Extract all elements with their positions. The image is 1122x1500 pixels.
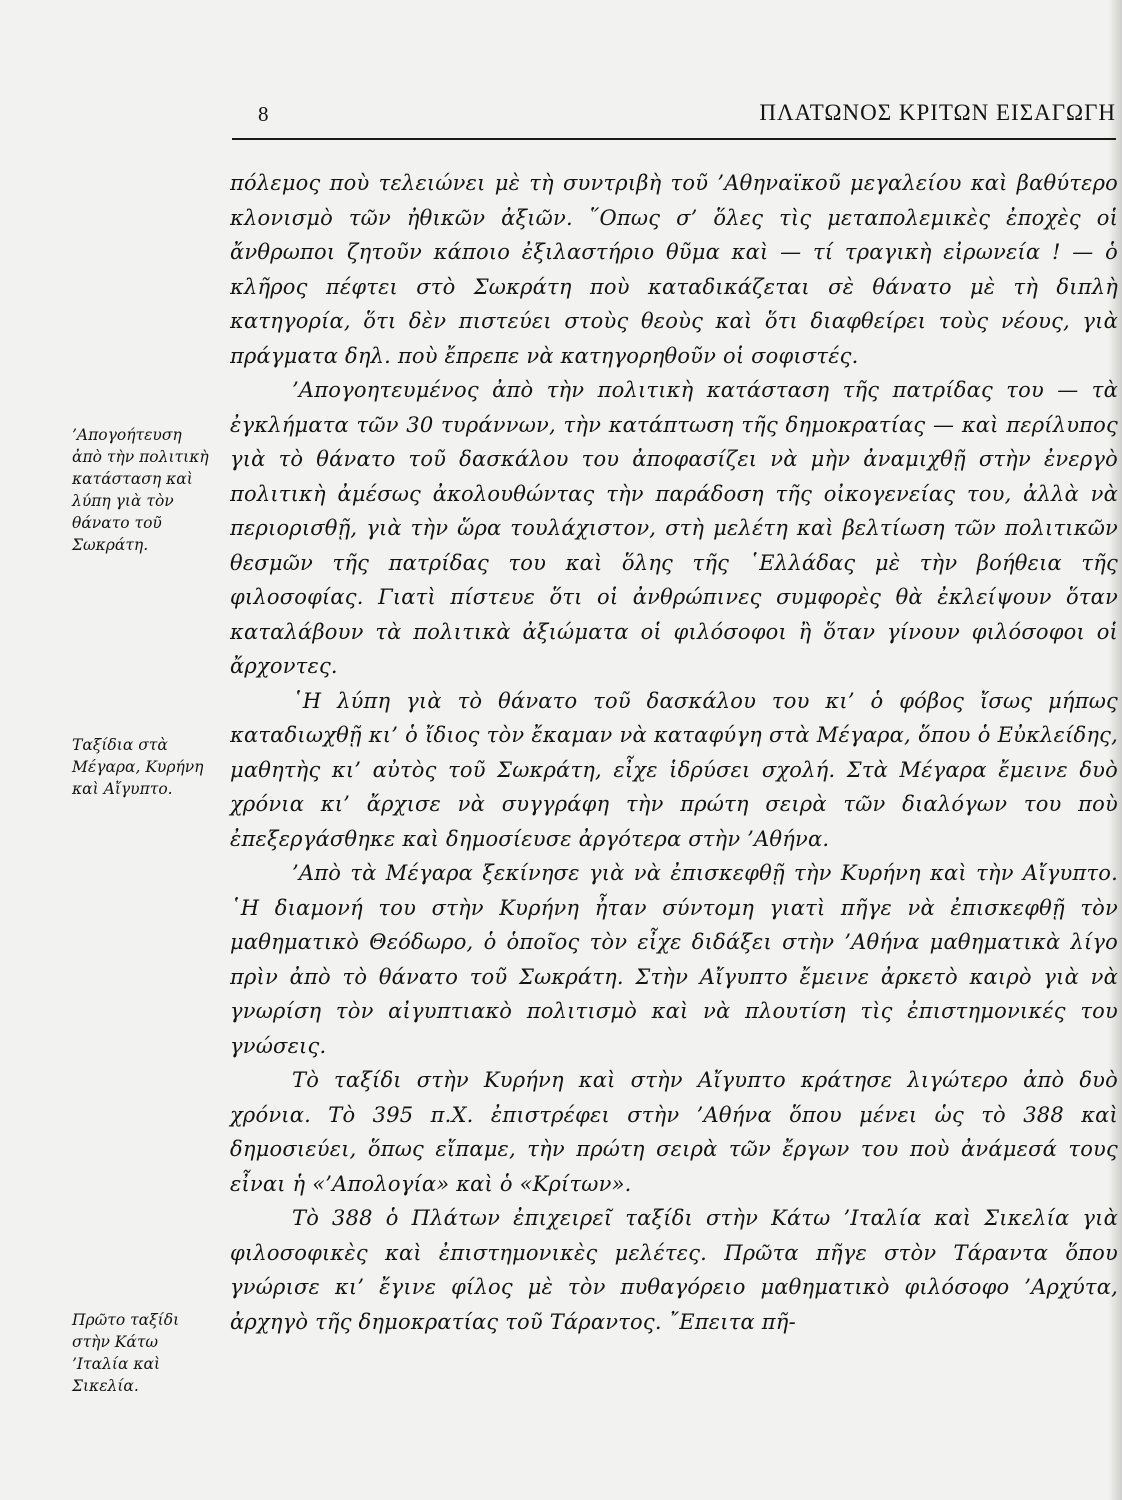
paragraph-megara: ῾Η λύπη γιὰ τὸ θάνατο τοῦ δασκάλου του κι’ ὁ φόβος ἴσως μήπως καταδιωχθῇ κι’ ὁ ἴδιος τὸν ἔκαμαν νὰ καταφύγη στὰ Μέγαρα, ὅπου ὁ Εὐκλείδης, μαθητὴς κι’ αὐτὸς τοῦ Σωκράτη, εἶχε ἱδρύσει σχολή. Στὰ Μέγαρα ἔμεινε δυὸ χρόνια κι’ ἄρχισε νὰ συγγράφη τὴν πρώτη σειρὰ τῶν διαλόγων του ποὺ ἐπεξεργάσθηκε καὶ δημοσίευσε ἀργότερα στὴν ’Αθήνα. [230,688,1118,851]
paragraph-disillusionment: ’Απογοητευμένος ἀπὸ τὴν πολιτικὴ κατάσταση τῆς πατρίδας του — τὰ ἐγκλήματα τῶν 30 τυράννων, τὴν κατάπτωση τῆς δημοκρατίας — καὶ περίλυπος γιὰ τὸ θάνατο τοῦ δασκάλου του ἀποφασίζει νὰ μὴν ἀναμιχθῇ στὴν ἐνεργὸ πολιτικὴ ἀμέσως ἀκολουθώντας τὴν παράδοση τῆς οἰκογενείας του, ἀλλὰ νὰ περιορισθῇ, γιὰ τὴν ὥρα τουλάχιστον, στὴ μελέτη καὶ βελτίωση τῶν πολιτικῶν θεσμῶν τῆς πατρίδας του καὶ ὅλης τῆς ῾Ελλάδας μὲ τὴν βοήθεια τῆς φιλοσοφίας. Γιατὶ πίστευε ὅτι οἱ ἀνθρώπινες συμφορὲς θὰ ἐκλείψουν ὅταν καταλάβουν τὰ πολιτικὰ ἀξιώματα οἱ φιλόσοφοι ἢ ὅταν γίνουν φιλόσοφοι οἱ ἄρχοντες. [230,378,1118,678]
paragraph-war-and-socrates: πόλεμος ποὺ τελειώνει μὲ τὴ συντριβὴ τοῦ ’Αθηναϊκοῦ μεγαλείου καὶ βαθύτερο κλονισμὸ τῶν ἠθικῶν ἀξιῶν. ῞Οπως σ’ ὅλες τὶς μεταπολεμικὲς ἐποχὲς οἱ ἄνθρωποι ζητοῦν κάποιο ἐξιλαστήριο θῦμα καὶ — τί τραγικὴ εἰρωνεία ! — ὁ κλῆρος πέφτει στὸ Σωκράτη ποὺ καταδικάζεται σὲ θάνατο μὲ τὴ διπλὴ κατηγορία, ὅτι δὲν πιστεύει στοὺς θεοὺς καὶ ὅτι διαφθείρει τοὺς νέους, γιὰ πράγματα δηλ. ποὺ ἔπρεπε νὰ κατηγορηθοῦν οἱ σοφιστές. [230,171,1118,368]
margin-note-first-trip-italy: Πρῶτο ταξίδι στὴν Κάτω ’Ιταλία καὶ Σικελία. [72,1311,180,1395]
body-text [230,166,1118,1339]
header-rule [232,138,1116,140]
margin-note-disillusionment: ’Απογοήτευση ἀπὸ τὴν πολιτικὴ κατάσταση καὶ λύπη γιὰ τὸν θάνατο τοῦ Σωκράτη. [72,426,209,554]
page-number: 8 [258,102,269,126]
paragraph-cyrene-egypt: ’Απὸ τὰ Μέγαρα ξεκίνησε γιὰ νὰ ἐπισκεφθῇ τὴν Κυρήνη καὶ τὴν Αἴγυπτο. ῾Η διαμονή του στὴν Κυρήνη ἦταν σύντομη γιατὶ πῆγε νὰ ἐπισκεφθῇ τὸν μαθηματικὸ Θεόδωρο, ὁ ὁποῖος τὸν εἶχε διδάξει στὴν ’Αθήνα μαθηματικὰ λίγο πρὶν ἀπὸ τὸ θάνατο τοῦ Σωκράτη. Στὴν Αἴγυπτο ἔμεινε ἀρκετὸ καιρὸ γιὰ νὰ γνωρίση τὸν αἰγυπτιακὸ πολιτισμὸ καὶ νὰ πλουτίση τὶς ἐπιστημονικές του γνώσεις. [230,861,1118,1058]
paragraph-return-athens: Τὸ ταξίδι στὴν Κυρήνη καὶ στὴν Αἴγυπτο κράτησε λιγώτερο ἀπὸ δυὸ χρόνια. Τὸ 395 π.Χ. ἐπιστρέφει στὴν ’Αθήνα ὅπου μένει ὡς τὸ 388 καὶ δημοσιεύει, ὅπως εἴπαμε, τὴν πρώτη σειρὰ τῶν ἔργων του ποὺ ἀνάμεσά τους εἶναι ἡ «’Απολογία» καὶ ὁ «Κρίτων». [230,1068,1118,1196]
page-header [232,100,1116,132]
running-title: ΠΛΑΤΩΝΟΣ ΚΡΙΤΩΝ ΕΙΣΑΓΩΓΗ [759,100,1116,125]
margin-note-travels-megara: Ταξίδια στὰ Μέγαρα, Κυρήνη καὶ Αἴγυπτο. [72,736,204,798]
paragraph-italy-sicily: Τὸ 388 ὁ Πλάτων ἐπιχειρεῖ ταξίδι στὴν Κάτω ’Ιταλία καὶ Σικελία γιὰ φιλοσοφικὲς καὶ ἐπιστημονικὲς μελέτες. Πρῶτα πῆγε στὸν Τάραντα ὅπου γνώρισε κι’ ἔγινε φίλος μὲ τὸν πυθαγόρειο μαθηματικὸ φιλόσοφο ’Αρχύτα, ἀρχηγὸ τῆς δημοκρατίας τοῦ Τάραντος. ῎Επειτα πῆ- [230,1206,1118,1334]
